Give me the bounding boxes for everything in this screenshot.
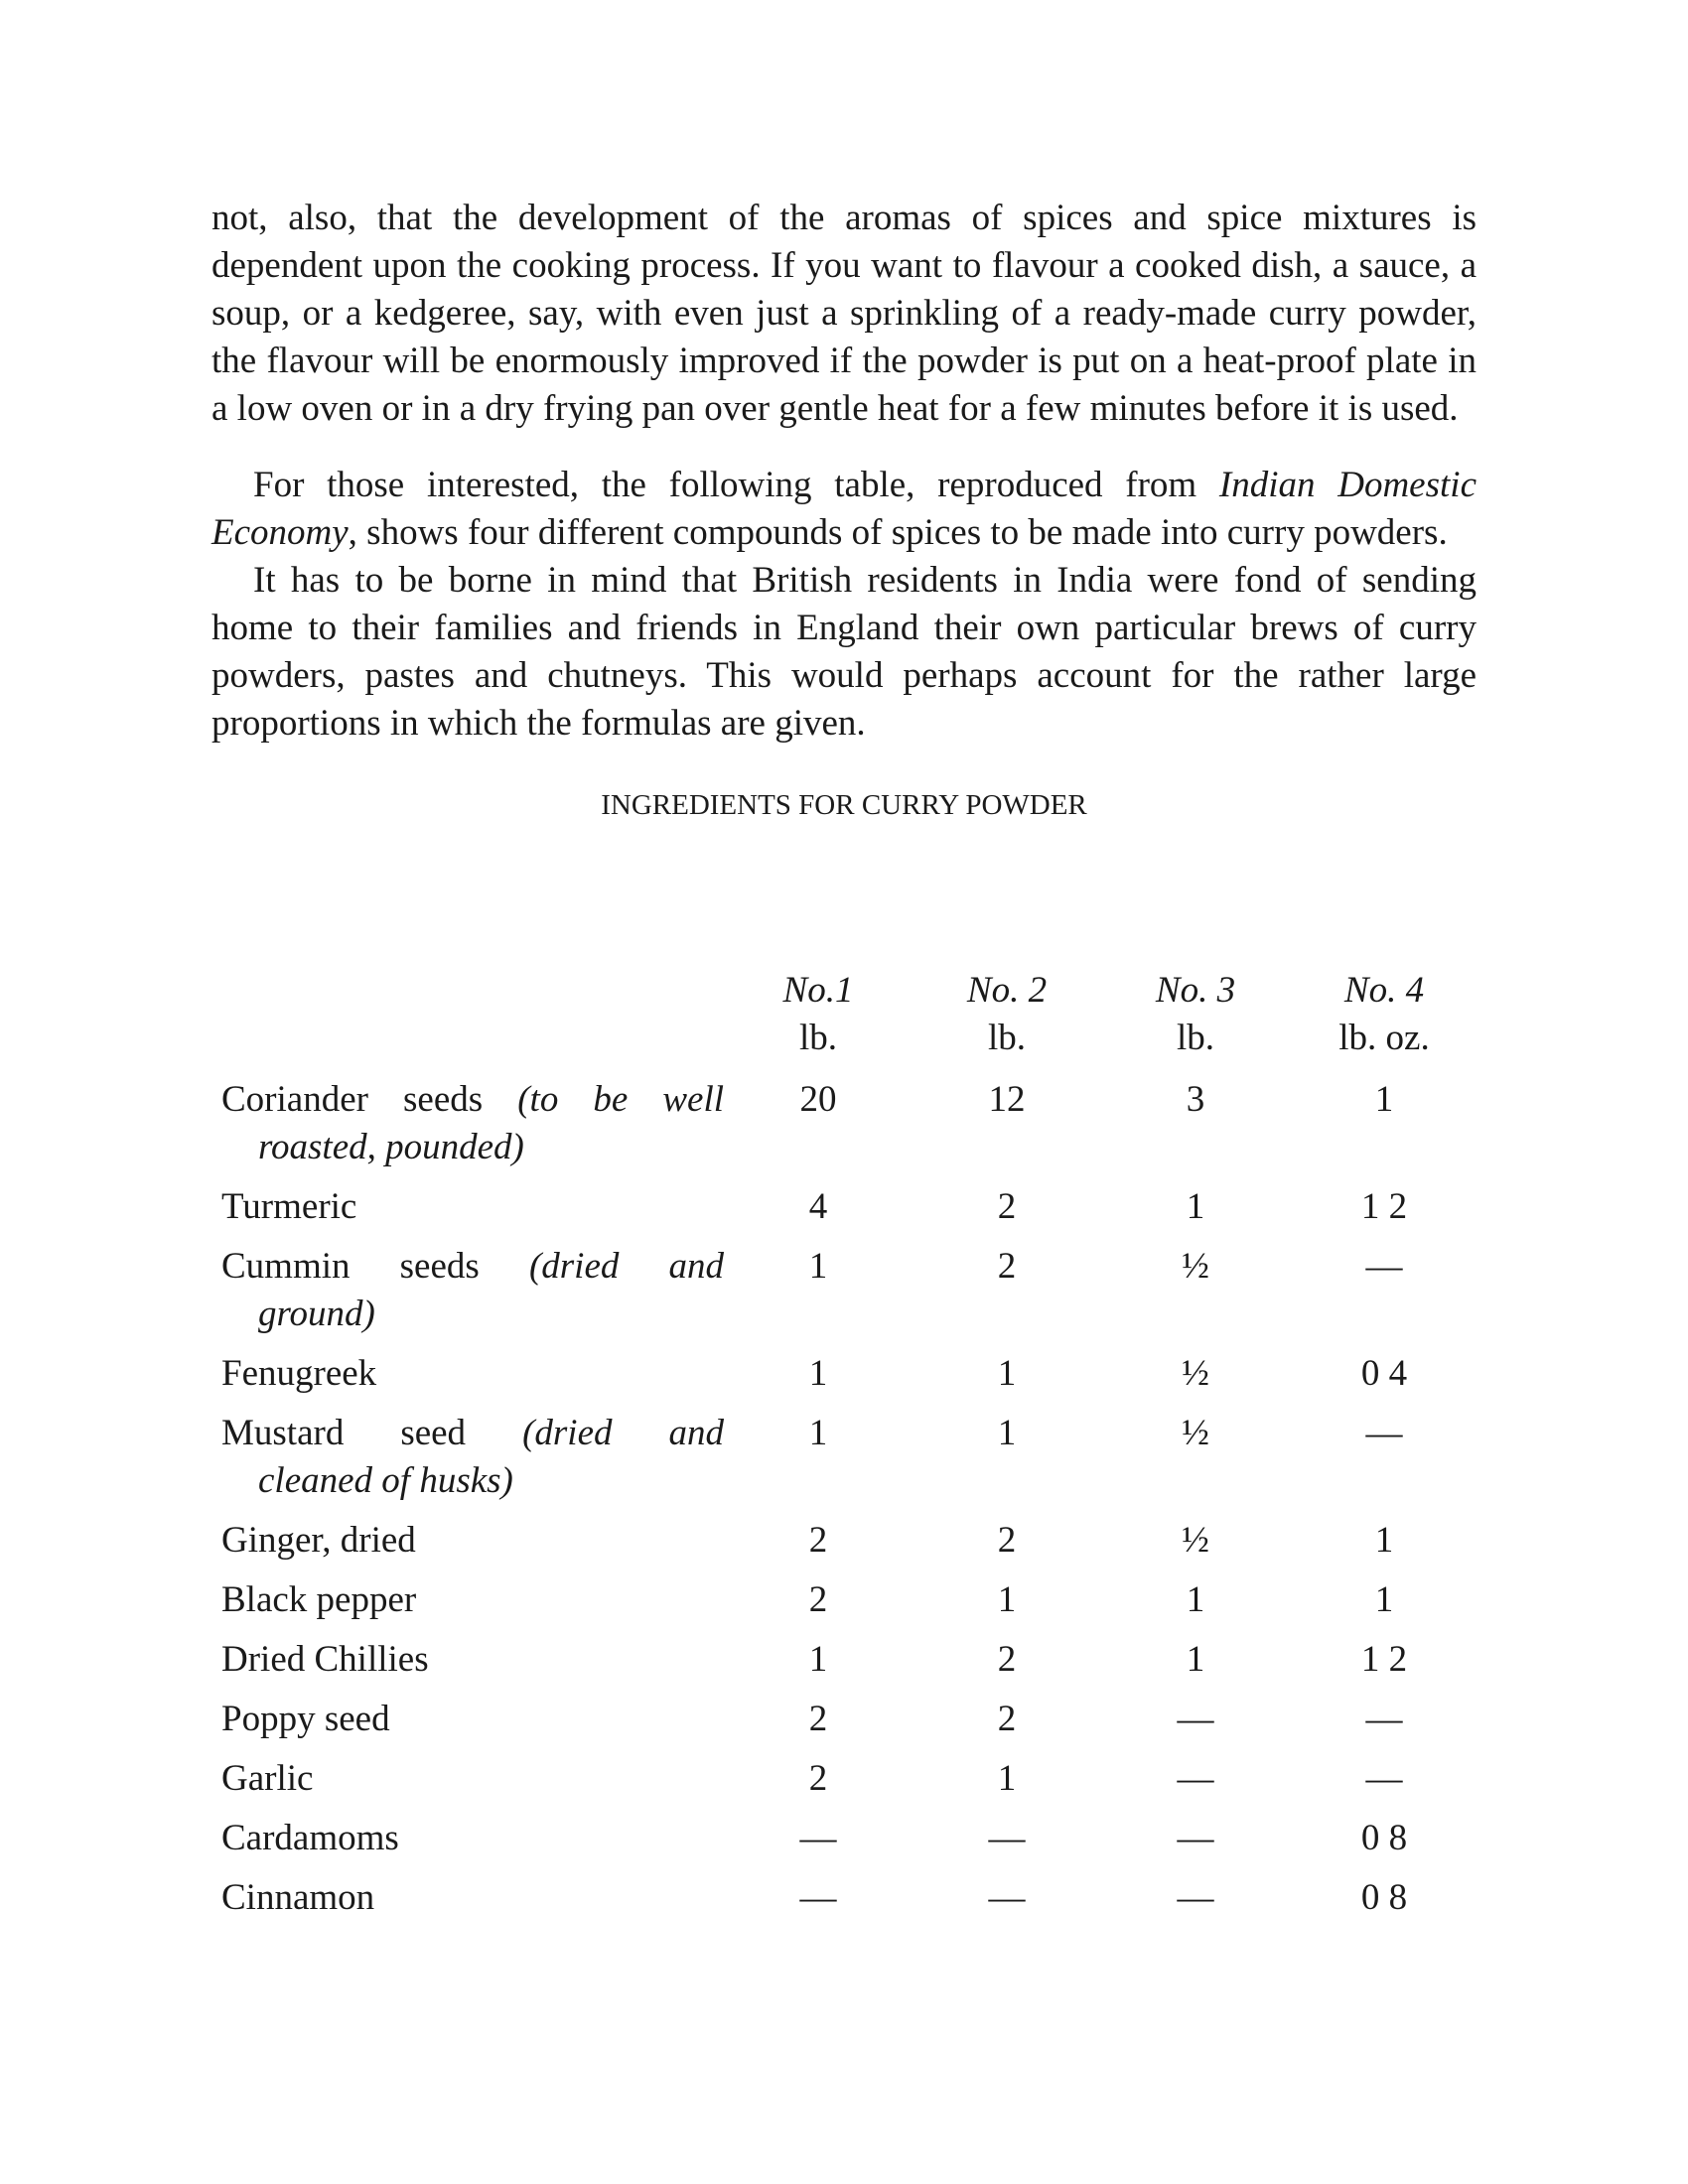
table-row bbox=[221, 1636, 1478, 1696]
quantity-cell: ½ bbox=[1182, 1353, 1209, 1394]
quantity-cell: 2 bbox=[808, 1699, 828, 1739]
ingredient-label: Cummin seeds bbox=[221, 1246, 480, 1287]
ingredient-label: Fenugreek bbox=[221, 1353, 377, 1394]
paragraph-3: It has to be borne in mind that British residents in India were fond of sending home to their families and friends in England their own particular brews of curry powders, pastes and chutneys. This would perhaps account for the rather large proportions in which the formulas are given. bbox=[211, 560, 1477, 744]
quantity-cell: 1 bbox=[1374, 1079, 1394, 1120]
ingredient-note: (dried and bbox=[528, 1246, 724, 1287]
column-header: No.1 lb. bbox=[782, 970, 854, 1058]
curry-powder-table bbox=[221, 967, 1478, 1934]
quantity-cell: 1 2 bbox=[1360, 1186, 1408, 1227]
paragraph-2-text-a: For those interested, the following table, reproduced from bbox=[253, 465, 1219, 505]
quantity-cell: — bbox=[799, 1818, 837, 1858]
ingredient-note-continued: ground) bbox=[258, 1294, 375, 1334]
quantity-cell: — bbox=[1365, 1413, 1403, 1453]
column-header: No. 4 lb. oz. bbox=[1338, 970, 1430, 1058]
column-header: No. 2 lb. bbox=[966, 970, 1048, 1058]
ingredient-name bbox=[221, 1755, 724, 1815]
table-row bbox=[221, 1517, 1478, 1576]
quantity-cell: — bbox=[1365, 1699, 1403, 1739]
quantity-cell: 1 bbox=[1374, 1579, 1394, 1620]
quantity-cell: ½ bbox=[1182, 1246, 1209, 1287]
quantity-cell: 4 bbox=[808, 1186, 828, 1227]
table-row bbox=[221, 1183, 1478, 1243]
ingredient-label: Poppy seed bbox=[221, 1699, 390, 1739]
quantity-cell: — bbox=[1365, 1246, 1403, 1287]
quantity-cell: 1 bbox=[808, 1639, 828, 1680]
table-row bbox=[221, 1076, 1478, 1183]
quantity-cell: 2 bbox=[808, 1579, 828, 1620]
table-row bbox=[221, 1696, 1478, 1755]
ingredient-name bbox=[221, 1183, 724, 1243]
ingredient-label: Turmeric bbox=[221, 1186, 357, 1227]
ingredient-name bbox=[221, 1350, 724, 1410]
page-body bbox=[211, 195, 1477, 822]
quantity-cell: 0 8 bbox=[1360, 1818, 1408, 1858]
quantity-cell: 2 bbox=[808, 1520, 828, 1561]
quantity-cell: ½ bbox=[1182, 1520, 1209, 1561]
quantity-cell: 20 bbox=[799, 1079, 837, 1120]
ingredient-name bbox=[221, 1576, 724, 1636]
quantity-cell: — bbox=[988, 1877, 1026, 1918]
ingredient-name bbox=[221, 1076, 724, 1183]
column-header: No. 3 lb. bbox=[1155, 970, 1236, 1058]
ingredient-note-continued: cleaned of husks) bbox=[258, 1460, 513, 1501]
quantity-cell: — bbox=[1177, 1758, 1214, 1799]
book-title: Indian Domestic Economy bbox=[211, 465, 1477, 553]
ingredient-name bbox=[221, 1815, 724, 1874]
ingredient-name bbox=[221, 1636, 724, 1696]
ingredient-label: Cardamoms bbox=[221, 1818, 399, 1858]
ingredient-label: Garlic bbox=[221, 1758, 314, 1799]
table-row bbox=[221, 1755, 1478, 1815]
ingredient-label: Coriander seeds bbox=[221, 1079, 484, 1120]
paragraph-2-text-b: , shows four different compounds of spices to be made into curry powders. bbox=[348, 512, 1448, 553]
quantity-cell: 1 bbox=[1186, 1579, 1205, 1620]
quantity-cell: 2 bbox=[997, 1246, 1017, 1287]
ingredient-name bbox=[221, 1517, 724, 1576]
ingredient-label: Ginger, dried bbox=[221, 1520, 416, 1561]
ingredient-label: Cinnamon bbox=[221, 1877, 375, 1918]
quantity-cell: 2 bbox=[997, 1186, 1017, 1227]
quantity-cell: 1 2 bbox=[1360, 1639, 1408, 1680]
ingredient-name bbox=[221, 1874, 724, 1934]
table-header-row bbox=[221, 967, 1478, 1076]
quantity-cell: 1 bbox=[1186, 1186, 1205, 1227]
quantity-cell: — bbox=[1177, 1818, 1214, 1858]
quantity-cell: 3 bbox=[1186, 1079, 1205, 1120]
ingredient-label: Dried Chillies bbox=[221, 1639, 429, 1680]
table-row bbox=[221, 1815, 1478, 1874]
quantity-cell: 2 bbox=[997, 1639, 1017, 1680]
paragraph-1: not, also, that the development of the aromas of spices and spice mixtures is dependent upon the cooking process. If you want to flavour a cooked dish, a sauce, a soup, or a kedgeree, say, with even just a sprinkling of a ready-made curry powder, the flavour will be enormously improved if the powder is put on a heat-proof plate in a low oven or in a dry frying pan over gentle heat for a few minutes before it is used. bbox=[211, 198, 1477, 429]
quantity-cell: — bbox=[1177, 1699, 1214, 1739]
quantity-cell: 2 bbox=[997, 1699, 1017, 1739]
quantity-cell: 2 bbox=[997, 1520, 1017, 1561]
quantity-cell: 1 bbox=[997, 1579, 1017, 1620]
quantity-cell: 1 bbox=[1374, 1520, 1394, 1561]
ingredient-label: Black pepper bbox=[221, 1579, 417, 1620]
ingredient-name bbox=[221, 1696, 724, 1755]
ingredient-note: (to be well bbox=[517, 1079, 725, 1120]
quantity-cell: 2 bbox=[808, 1758, 828, 1799]
table-row bbox=[221, 1874, 1478, 1934]
quantity-cell: 1 bbox=[997, 1353, 1017, 1394]
quantity-cell: ½ bbox=[1182, 1413, 1209, 1453]
quantity-cell: 0 4 bbox=[1360, 1353, 1408, 1394]
quantity-cell: — bbox=[1365, 1758, 1403, 1799]
table-row bbox=[221, 1243, 1478, 1350]
ingredient-label: Mustard seed bbox=[221, 1413, 467, 1453]
quantity-cell: — bbox=[1177, 1877, 1214, 1918]
quantity-cell: 1 bbox=[808, 1413, 828, 1453]
ingredient-note: (dried and bbox=[522, 1413, 724, 1453]
table-row bbox=[221, 1576, 1478, 1636]
quantity-cell: 12 bbox=[988, 1079, 1026, 1120]
paragraph-2 bbox=[211, 462, 1477, 557]
quantity-cell: — bbox=[988, 1818, 1026, 1858]
table-caption: INGREDIENTS FOR CURRY POWDER bbox=[601, 789, 1087, 821]
quantity-cell: 1 bbox=[1186, 1639, 1205, 1680]
quantity-cell: 1 bbox=[808, 1246, 828, 1287]
ingredient-name bbox=[221, 1243, 724, 1350]
ingredient-note-continued: roasted, pounded) bbox=[258, 1127, 524, 1167]
ingredient-name bbox=[221, 1410, 724, 1517]
table-row bbox=[221, 1350, 1478, 1410]
quantity-cell: 1 bbox=[997, 1413, 1017, 1453]
quantity-cell: 0 8 bbox=[1360, 1877, 1408, 1918]
table-row bbox=[221, 1410, 1478, 1517]
quantity-cell: — bbox=[799, 1877, 837, 1918]
quantity-cell: 1 bbox=[808, 1353, 828, 1394]
quantity-cell: 1 bbox=[997, 1758, 1017, 1799]
